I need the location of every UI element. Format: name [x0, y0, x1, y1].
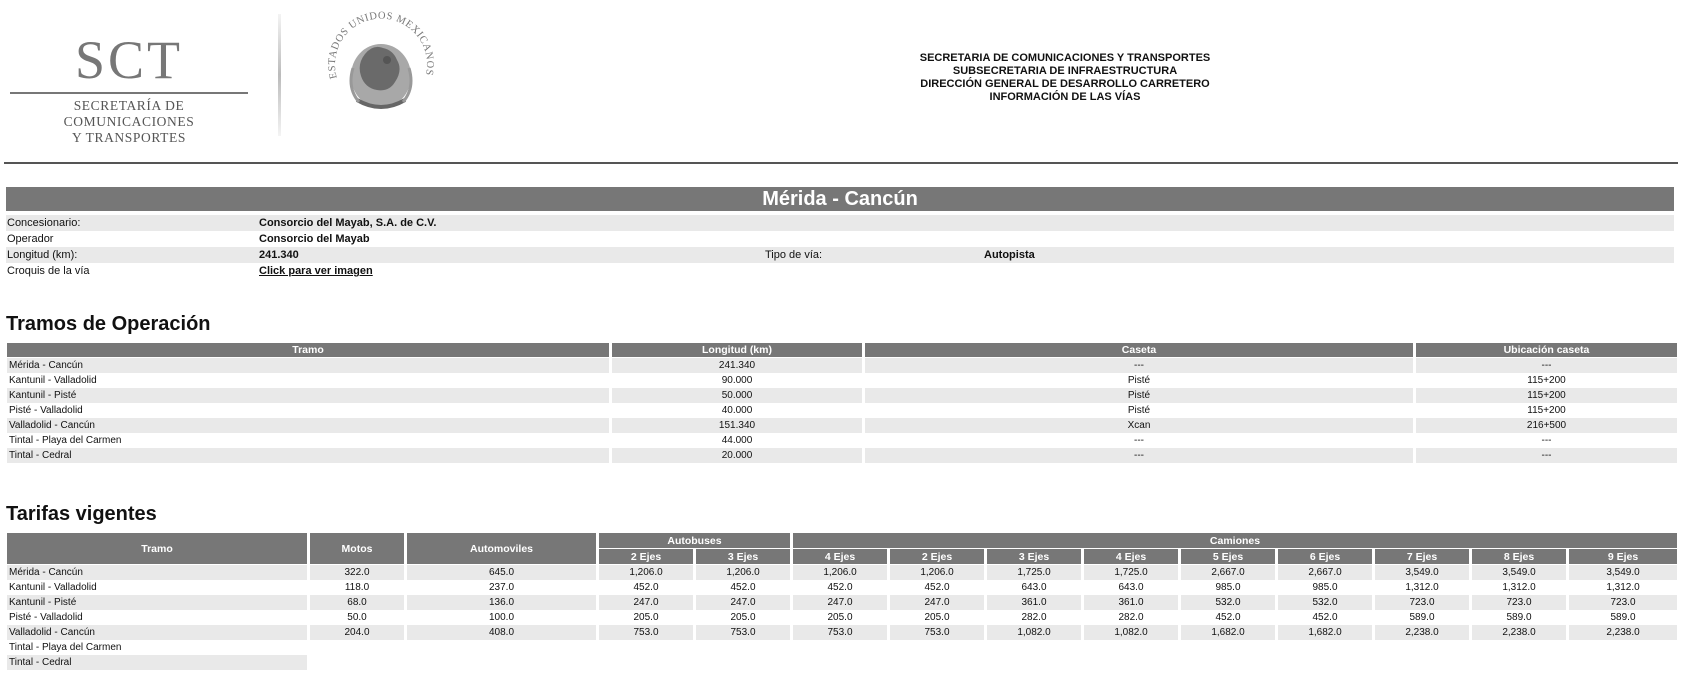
- sub-autobuses-4-ejes: 4 Ejes: [793, 549, 887, 565]
- tarifa-value-cell: 204.0: [310, 625, 404, 640]
- tarifa-value-cell: 282.0: [1021, 612, 1047, 623]
- croquis-link[interactable]: Click para ver imagen: [259, 265, 373, 277]
- tarifas-header-row-1: [7, 533, 1677, 549]
- tipo-via-value: Autopista: [983, 247, 1674, 263]
- empty-cell: [310, 655, 1677, 670]
- tarifa-value-cell: 100.0: [488, 612, 515, 623]
- page-header: [0, 0, 1681, 160]
- tarifa-value-cell: 452.0: [1215, 612, 1241, 623]
- croquis-label: Croquis de la vía: [7, 265, 90, 277]
- tarifa-value-cell: 322.0: [310, 565, 404, 580]
- tarifa-value-cell: 753.0: [599, 625, 693, 640]
- tarifa-value-cell: 205.0: [924, 612, 950, 623]
- national-seal-icon: [317, 8, 445, 136]
- sub-camiones-5-ejes: 5 Ejes: [1181, 549, 1275, 565]
- header-title-direccion: DIRECCIÓN GENERAL DE DESARROLLO CARRETERO: [920, 78, 1210, 90]
- info-row-concesionario: [6, 215, 1674, 231]
- table-row: [7, 448, 1677, 463]
- tarifa-value-cell: 2,238.0: [1375, 625, 1469, 640]
- table-row: [7, 655, 1677, 670]
- sub-autobuses-3-ejes: 3 Ejes: [696, 549, 790, 565]
- longitud-cell: 50.000: [612, 388, 862, 403]
- group-camiones: Camiones: [793, 533, 1677, 549]
- caseta-cell: ---: [865, 448, 1413, 463]
- longitud-cell: 241.340: [612, 358, 862, 373]
- longitud-cell: 151.340: [612, 418, 862, 433]
- tramo-cell: Kantunil - Pisté: [7, 388, 609, 403]
- tarifa-value-cell: 247.0: [793, 595, 887, 610]
- ubicacion-cell: 216+500: [1416, 418, 1677, 433]
- tarifa-value-cell: 589.0: [1409, 612, 1435, 623]
- sct-acronym: SCT: [74, 30, 184, 90]
- croquis-cell: [258, 263, 1674, 279]
- header-title-secretaria: SECRETARIA DE COMUNICACIONES Y TRANSPORTES: [919, 52, 1211, 64]
- tarifa-col-tramo: Tramo: [7, 533, 307, 565]
- col-longitud: Longitud (km): [612, 343, 862, 358]
- tarifa-value-cell: 1,082.0: [1084, 625, 1178, 640]
- tarifa-value-cell: 361.0: [1084, 595, 1178, 610]
- table-row: [7, 595, 1677, 610]
- tarifa-tramo-cell: Tintal - Playa del Carmen: [9, 642, 122, 653]
- table-row: [7, 418, 1677, 433]
- logo-rule: [10, 92, 248, 94]
- col-tramo: Tramo: [7, 343, 609, 358]
- tarifa-col-automoviles: Automoviles: [407, 533, 596, 565]
- sub-camiones-7-ejes: 7 Ejes: [1375, 549, 1469, 565]
- tarifa-tramo-cell: Tintal - Cedral: [7, 655, 307, 670]
- concesionario-value: Consorcio del Mayab, S.A. de C.V.: [258, 215, 1674, 231]
- tarifa-value-cell: 237.0: [488, 582, 515, 593]
- tarifa-value-cell: 532.0: [1181, 595, 1275, 610]
- tarifa-value-cell: 589.0: [1506, 612, 1532, 623]
- table-row: [7, 565, 1677, 580]
- tramo-cell: Kantunil - Valladolid: [9, 375, 97, 386]
- tarifa-value-cell: 282.0: [1118, 612, 1144, 623]
- empty-cell: [310, 640, 1677, 655]
- operador-value: Consorcio del Mayab: [259, 233, 370, 245]
- tarifa-value-cell: 643.0: [1118, 582, 1144, 593]
- col-ubicacion: Ubicación caseta: [1416, 343, 1677, 358]
- sct-name-line2: Y TRANSPORTES: [72, 130, 186, 145]
- tarifa-value-cell: 50.0: [347, 612, 367, 623]
- tarifa-value-cell: 452.0: [1312, 612, 1338, 623]
- header-titles: [870, 52, 1260, 104]
- header-title-subsecretaria: SUBSECRETARIA DE INFRAESTRUCTURA: [952, 65, 1178, 77]
- tarifa-col-motos: Motos: [310, 533, 404, 565]
- sub-camiones-9-ejes: 9 Ejes: [1569, 549, 1677, 565]
- concesionario-label: Concesionario:: [6, 215, 258, 231]
- tarifa-value-cell: 2,238.0: [1569, 625, 1677, 640]
- operador-label: Operador: [7, 233, 54, 245]
- header-divider: [4, 162, 1678, 164]
- info-row-operador: [6, 231, 1674, 247]
- tarifa-value-cell: 643.0: [1021, 582, 1047, 593]
- group-autobuses: Autobuses: [599, 533, 790, 549]
- tarifa-value-cell: 205.0: [633, 612, 659, 623]
- caseta-cell: ---: [865, 358, 1413, 373]
- tarifa-value-cell: 452.0: [827, 582, 853, 593]
- tarifa-value-cell: 205.0: [827, 612, 853, 623]
- table-row: [7, 433, 1677, 448]
- caseta-cell: Pisté: [865, 388, 1413, 403]
- seal-text: ESTADOS UNIDOS MEXICANOS: [326, 10, 436, 80]
- tarifa-tramo-cell: Kantunil - Pisté: [7, 595, 307, 610]
- sub-camiones-2-ejes: 2 Ejes: [890, 549, 984, 565]
- table-row: [7, 580, 1677, 595]
- longitud-label: Longitud (km):: [6, 247, 258, 263]
- sub-autobuses-2-ejes: 2 Ejes: [599, 549, 693, 565]
- tarifa-value-cell: 723.0: [1569, 595, 1677, 610]
- tarifa-value-cell: 452.0: [730, 582, 756, 593]
- road-info-table: [6, 215, 1674, 279]
- header-title-informacion: INFORMACIÓN DE LAS VÍAS: [989, 91, 1141, 103]
- table-row: [7, 610, 1677, 625]
- tramo-cell: Mérida - Cancún: [7, 358, 609, 373]
- ubicacion-cell: ---: [1541, 435, 1552, 446]
- ubicacion-cell: ---: [1416, 358, 1677, 373]
- tarifa-value-cell: 1,206.0: [793, 565, 887, 580]
- tarifa-value-cell: 1,312.0: [1405, 582, 1439, 593]
- tarifa-value-cell: 205.0: [730, 612, 756, 623]
- sct-name-line1: SECRETARÍA DE COMUNICACIONES: [63, 98, 195, 129]
- longitud-cell: 44.000: [721, 435, 753, 446]
- tarifa-value-cell: 589.0: [1610, 612, 1636, 623]
- tarifa-value-cell: 1,725.0: [987, 565, 1081, 580]
- sct-logo: [8, 12, 250, 145]
- road-title: Mérida - Cancún: [6, 187, 1674, 211]
- tarifa-value-cell: 68.0: [310, 595, 404, 610]
- sub-camiones-8-ejes: 8 Ejes: [1472, 549, 1566, 565]
- tarifa-tramo-cell: Valladolid - Cancún: [7, 625, 307, 640]
- longitud-cell: 20.000: [612, 448, 862, 463]
- table-row: [7, 403, 1677, 418]
- tramo-cell: Valladolid - Cancún: [7, 418, 609, 433]
- tarifa-value-cell: 1,725.0: [1084, 565, 1178, 580]
- tramo-cell: Pisté - Valladolid: [9, 405, 83, 416]
- tarifa-value-cell: 361.0: [987, 595, 1081, 610]
- tarifa-value-cell: 1,312.0: [1606, 582, 1640, 593]
- longitud-cell: 40.000: [721, 405, 753, 416]
- tarifa-value-cell: 3,549.0: [1472, 565, 1566, 580]
- tarifa-value-cell: 2,667.0: [1278, 565, 1372, 580]
- tarifa-value-cell: 2,667.0: [1181, 565, 1275, 580]
- tarifa-value-cell: 2,238.0: [1472, 625, 1566, 640]
- tipo-via-label: Tipo de vía:: [764, 247, 983, 263]
- logo-divider: [278, 14, 281, 136]
- tramos-header-row: [7, 343, 1677, 358]
- caseta-cell: Pisté: [1127, 405, 1151, 416]
- tarifa-value-cell: 1,312.0: [1502, 582, 1536, 593]
- sub-camiones-6-ejes: 6 Ejes: [1278, 549, 1372, 565]
- tarifa-value-cell: 985.0: [1215, 582, 1241, 593]
- col-caseta: Caseta: [865, 343, 1413, 358]
- ubicacion-cell: 115+200: [1416, 388, 1677, 403]
- caseta-cell: Pisté: [1127, 375, 1151, 386]
- tarifa-value-cell: 532.0: [1278, 595, 1372, 610]
- table-row: [7, 625, 1677, 640]
- tarifa-tramo-cell: Pisté - Valladolid: [9, 612, 83, 623]
- table-row: [7, 640, 1677, 655]
- tarifa-value-cell: 1,206.0: [890, 565, 984, 580]
- tarifa-value-cell: 1,082.0: [987, 625, 1081, 640]
- ubicacion-cell: ---: [1416, 448, 1677, 463]
- tramos-heading: Tramos de Operación: [6, 313, 211, 335]
- ubicacion-cell: 115+200: [1527, 405, 1566, 416]
- tarifa-value-cell: 3,549.0: [1569, 565, 1677, 580]
- tarifa-value-cell: 247.0: [599, 595, 693, 610]
- sub-camiones-4-ejes: 4 Ejes: [1084, 549, 1178, 565]
- table-row: [7, 388, 1677, 403]
- tarifa-value-cell: 1,206.0: [599, 565, 693, 580]
- caseta-cell: ---: [1134, 435, 1144, 446]
- tarifa-value-cell: 753.0: [793, 625, 887, 640]
- tarifa-tramo-cell: Mérida - Cancún: [7, 565, 307, 580]
- tarifa-value-cell: 1,682.0: [1278, 625, 1372, 640]
- tarifa-value-cell: 408.0: [407, 625, 596, 640]
- longitud-value: 241.340: [258, 247, 764, 263]
- longitud-cell: 90.000: [721, 375, 753, 386]
- tarifa-value-cell: 136.0: [407, 595, 596, 610]
- table-row: [7, 373, 1677, 388]
- tarifa-value-cell: 247.0: [890, 595, 984, 610]
- tarifa-value-cell: 3,549.0: [1375, 565, 1469, 580]
- tramo-cell: Tintal - Cedral: [7, 448, 609, 463]
- tarifa-value-cell: 645.0: [407, 565, 596, 580]
- info-row-longitud: [6, 247, 1674, 263]
- tarifa-tramo-cell: Kantunil - Valladolid: [9, 582, 97, 593]
- tarifa-value-cell: 723.0: [1375, 595, 1469, 610]
- tramo-cell: Tintal - Playa del Carmen: [9, 435, 122, 446]
- tarifa-value-cell: 247.0: [696, 595, 790, 610]
- table-row: [7, 358, 1677, 373]
- tarifa-value-cell: 452.0: [633, 582, 659, 593]
- tarifa-value-cell: 1,682.0: [1181, 625, 1275, 640]
- ubicacion-cell: 115+200: [1527, 375, 1566, 386]
- tarifa-value-cell: 118.0: [344, 582, 370, 593]
- tramos-table: [4, 343, 1680, 463]
- tarifa-value-cell: 723.0: [1472, 595, 1566, 610]
- tarifa-value-cell: 452.0: [924, 582, 950, 593]
- tarifa-value-cell: 985.0: [1312, 582, 1338, 593]
- sub-camiones-3-ejes: 3 Ejes: [987, 549, 1081, 565]
- caseta-cell: Xcan: [865, 418, 1413, 433]
- tarifa-value-cell: 753.0: [890, 625, 984, 640]
- tarifa-value-cell: 753.0: [696, 625, 790, 640]
- tarifas-heading: Tarifas vigentes: [6, 503, 157, 525]
- tarifa-value-cell: 1,206.0: [696, 565, 790, 580]
- tarifas-table: [4, 533, 1680, 670]
- info-row-croquis: [6, 263, 1674, 279]
